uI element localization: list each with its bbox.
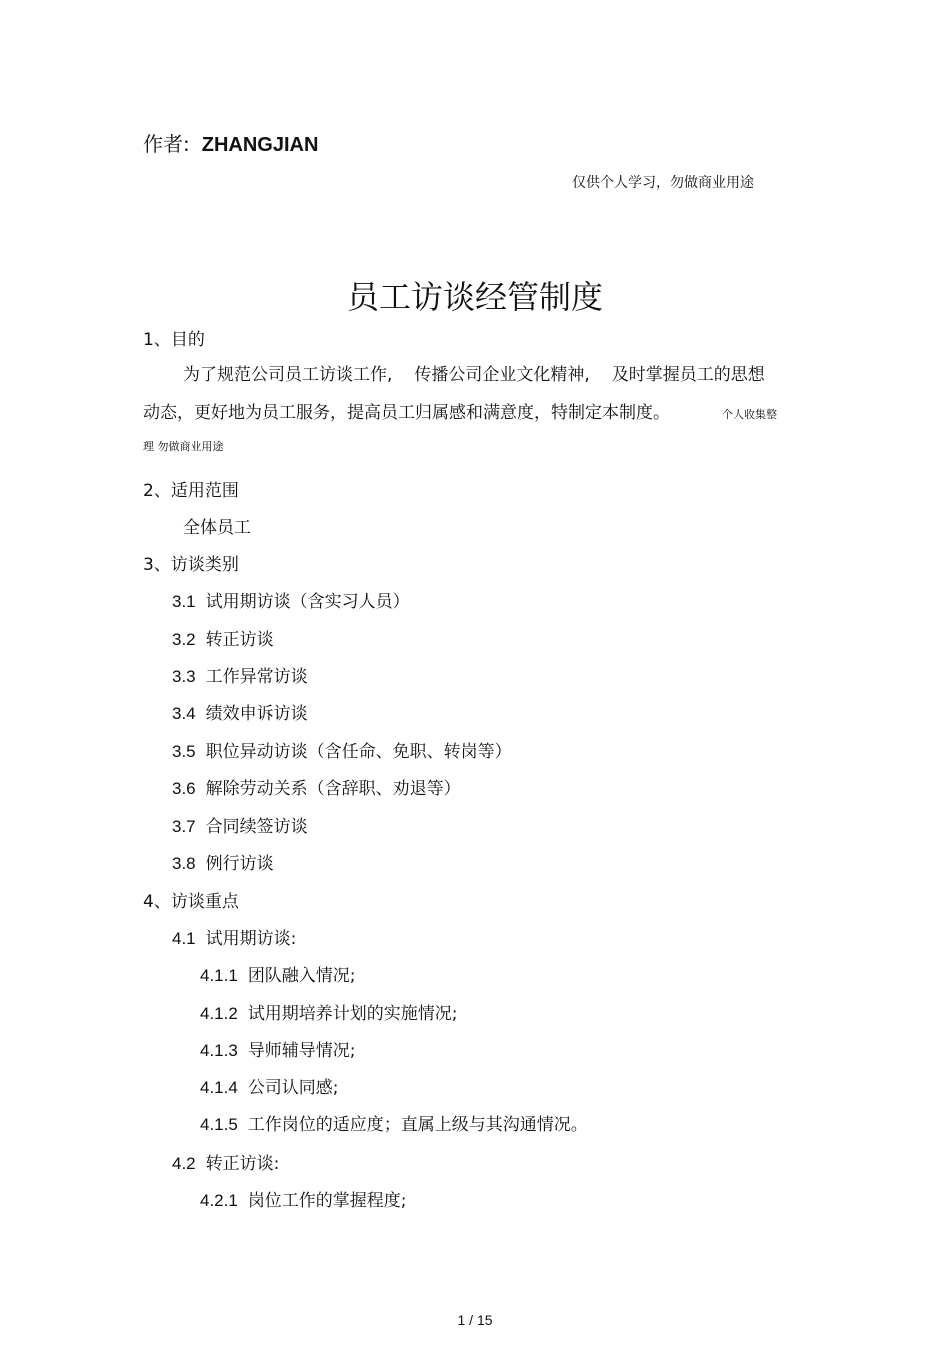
purpose-text-c: 及时掌握员工的思想 (611, 365, 765, 385)
usage-note: 仅供个人学习，勿做商业用途 (572, 175, 754, 191)
purpose-line-2 (143, 398, 777, 423)
list-item: 4.1.2 试用期培养计划的实施情况; (200, 1004, 458, 1024)
subsection-heading: 4.2 转正访谈: (172, 1154, 280, 1174)
purpose-text-b: 传播公司企业文化精神, (414, 365, 590, 385)
purpose-text-a: 为了规范公司员工访谈工作, (183, 365, 393, 385)
list-item: 3.2 转正访谈 (172, 630, 274, 650)
list-item: 3.4 绩效申诉访谈 (172, 704, 308, 724)
purpose-text-2: 动态，更好地为员工服务，提高员工归属感和满意度，特制定本制度。 (143, 403, 670, 423)
author-line (143, 128, 318, 157)
author-label: 作者: (143, 132, 190, 156)
section-2-heading: 2、适用范围 (143, 481, 239, 501)
section-1-heading: 1、目的 (143, 330, 205, 350)
list-item: 3.7 合同续签访谈 (172, 817, 308, 837)
section-2-content: 全体员工 (183, 518, 251, 538)
list-item: 3.8 例行访谈 (172, 854, 274, 874)
section-3-heading: 3、访谈类别 (143, 555, 239, 575)
purpose-line-3: 理 勿做商业用途 (143, 440, 224, 453)
section-4-heading: 4、访谈重点 (143, 892, 239, 912)
document-title: 员工访谈经管制度 (346, 278, 603, 316)
list-item: 4.2.1 岗位工作的掌握程度; (200, 1191, 407, 1211)
list-item: 4.1.3 导师辅导情况; (200, 1041, 356, 1061)
page-number: 1 / 15 (457, 1312, 493, 1328)
author-name: ZHANGJIAN (201, 134, 319, 156)
purpose-note-tail: 个人收集整 (722, 408, 777, 421)
subsection-heading: 4.1 试用期访谈: (172, 929, 297, 949)
list-item: 3.1 试用期访谈（含实习人员） (172, 592, 410, 612)
list-item: 4.1.1 团队融入情况; (200, 966, 356, 986)
list-item: 3.6 解除劳动关系（含辞职、劝退等） (172, 779, 461, 799)
list-item: 3.3 工作异常访谈 (172, 667, 308, 687)
purpose-line-1 (183, 360, 765, 385)
list-item: 4.1.5 工作岗位的适应度；直属上级与其沟通情况。 (200, 1115, 588, 1135)
list-item: 3.5 职位异动访谈（含任命、免职、转岗等） (172, 742, 512, 762)
list-item: 4.1.4 公司认同感; (200, 1078, 339, 1098)
